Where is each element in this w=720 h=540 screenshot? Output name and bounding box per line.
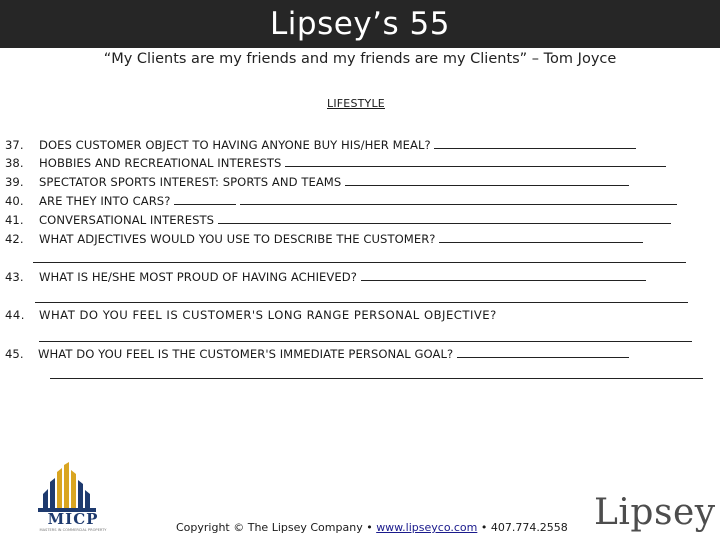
- question-number: 41.: [5, 213, 24, 227]
- question-text: CONVERSATIONAL INTERESTS: [39, 213, 215, 227]
- section-heading: LIFESTYLE: [327, 97, 385, 110]
- question-number: 43.: [5, 270, 24, 284]
- answer-line[interactable]: [39, 341, 692, 342]
- question-40: [5, 193, 677, 209]
- answer-blank[interactable]: [345, 174, 629, 186]
- question-43: [5, 269, 646, 285]
- question-text: WHAT ADJECTIVES WOULD YOU USE TO DESCRIBE THE CUSTOMER?: [39, 232, 436, 246]
- question-42: [5, 231, 643, 247]
- question-number: 44.: [5, 308, 25, 322]
- question-41: [5, 212, 671, 228]
- answer-line[interactable]: [50, 378, 703, 379]
- answer-blank[interactable]: [434, 137, 636, 149]
- micp-tagline: MASTERS IN COMMERCIAL PROPERTY: [39, 528, 107, 532]
- question-text: SPECTATOR SPORTS INTEREST: SPORTS AND TEAMS: [39, 175, 342, 189]
- question-number: 40.: [5, 194, 24, 208]
- question-text: WHAT DO YOU FEEL IS THE CUSTOMER'S IMMEDIATE PERSONAL GOAL?: [38, 347, 454, 361]
- question-39: [5, 174, 629, 190]
- footer: [176, 521, 568, 534]
- answer-blank[interactable]: [218, 212, 671, 224]
- answer-blank[interactable]: [285, 155, 666, 167]
- answer-blank[interactable]: [457, 346, 629, 358]
- question-text: WHAT DO YOU FEEL IS CUSTOMER'S LONG RANGE PERSONAL OBJECTIVE?: [39, 308, 497, 322]
- answer-line[interactable]: [33, 262, 686, 263]
- question-number: 37.: [5, 138, 24, 152]
- question-45: [5, 346, 629, 362]
- question-text: WHAT IS HE/SHE MOST PROUD OF HAVING ACHIEVED?: [39, 270, 357, 284]
- question-37: [5, 137, 636, 153]
- question-text: ARE THEY INTO CARS?: [39, 194, 171, 208]
- question-number: 42.: [5, 232, 24, 246]
- answer-blank[interactable]: [361, 269, 646, 281]
- question-number: 38.: [5, 156, 24, 170]
- answer-blank[interactable]: [174, 193, 236, 205]
- question-number: 45.: [5, 347, 24, 361]
- footer-website-link[interactable]: www.lipseyco.com: [376, 521, 478, 534]
- question-text: HOBBIES AND RECREATIONAL INTERESTS: [39, 156, 282, 170]
- micp-logo-text: MICP: [47, 510, 99, 528]
- header-bar: [0, 0, 720, 70]
- footer-copyright: Copyright © The Lipsey Company •: [176, 521, 377, 534]
- page-title: Lipsey’s 55: [270, 6, 450, 42]
- question-44: [5, 307, 497, 323]
- page-subtitle: “My Clients are my friends and my friends are my Clients” – Tom Joyce: [103, 51, 617, 67]
- question-text: DOES CUSTOMER OBJECT TO HAVING ANYONE BUY HIS/HER MEAL?: [39, 138, 431, 152]
- building-skyline-icon: [28, 462, 118, 512]
- micp-logo: [28, 462, 118, 534]
- answer-line[interactable]: [35, 302, 688, 303]
- question-38: [5, 155, 666, 171]
- question-number: 39.: [5, 175, 24, 189]
- lipsey-logo: Lipsey: [594, 492, 716, 533]
- answer-blank[interactable]: [439, 231, 643, 243]
- answer-blank[interactable]: [240, 193, 677, 205]
- footer-phone: • 407.774.2558: [477, 521, 568, 534]
